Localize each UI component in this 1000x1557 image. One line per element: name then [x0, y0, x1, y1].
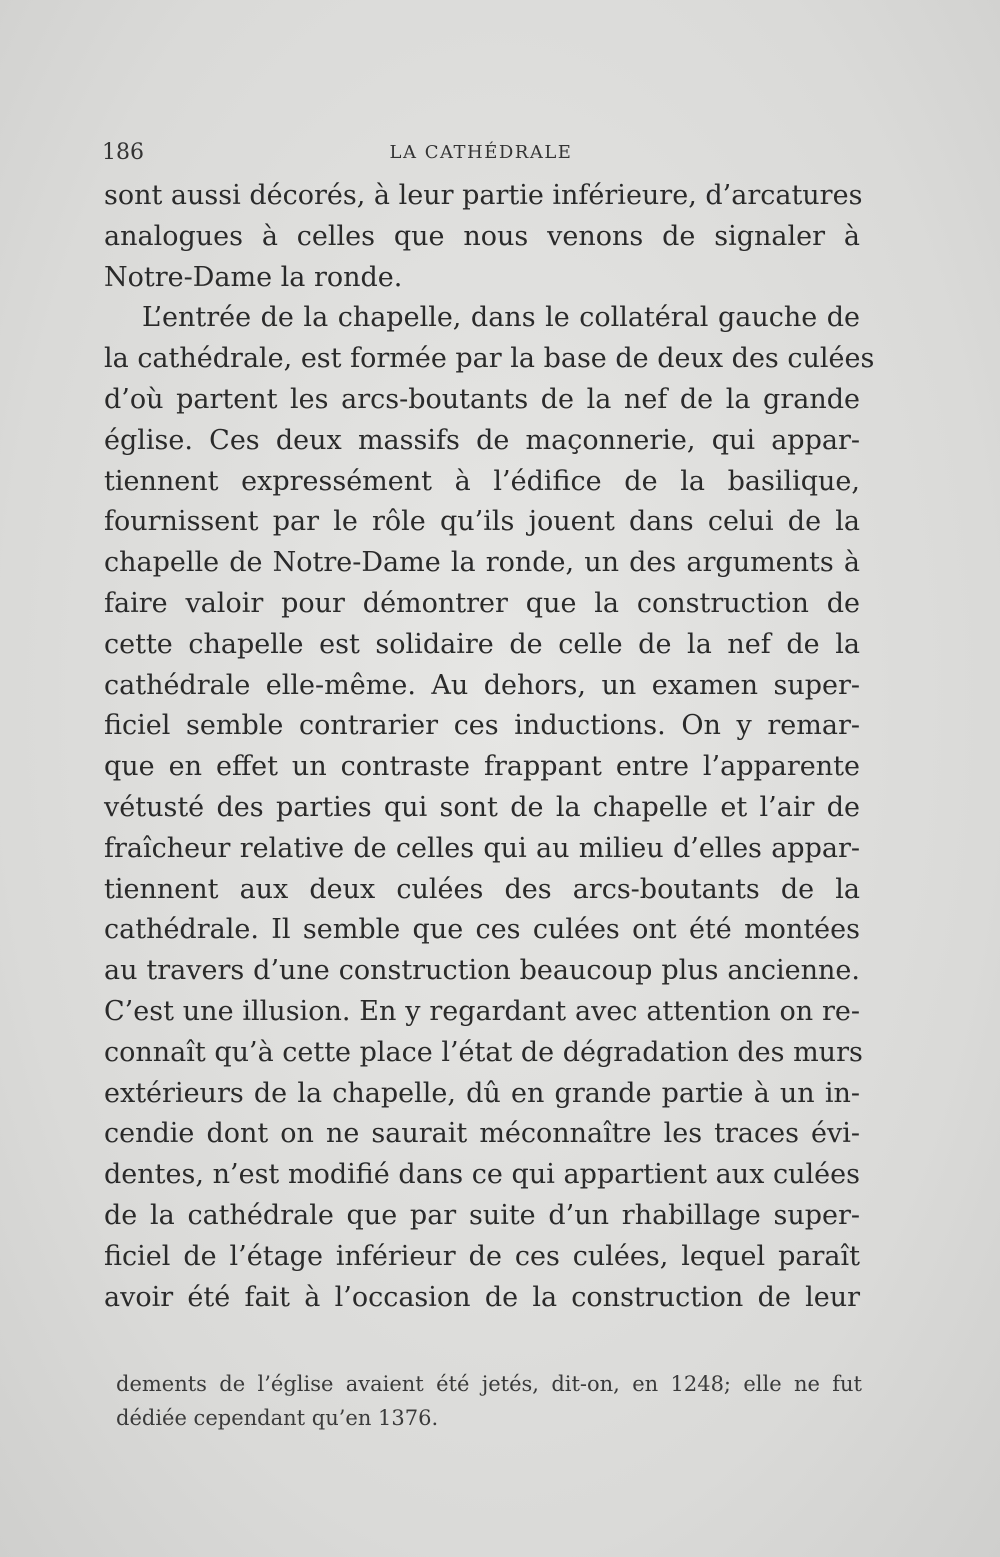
page-header	[100, 140, 862, 172]
text-line: chapelle de Notre-Dame la ronde, un des arguments à	[104, 547, 860, 579]
text-line: fraîcheur relative de celles qui au milieu d’elles appar-	[104, 832, 860, 864]
footnote-line: dédiée cependant qu’en 1376.	[116, 1406, 439, 1430]
text-line: ficiel de l’étage inférieur de ces culées, lequel paraît	[104, 1240, 860, 1272]
text-line: cathédrale elle-même. Au dehors, un examen super-	[104, 669, 860, 701]
footnote	[116, 1367, 862, 1435]
text-line: connaît qu’à cette place l’état de dégradation des murs	[104, 1036, 863, 1068]
footnote-line: dements de l’église avaient été jetés, dit-on, en 1248; elle ne fut	[116, 1372, 862, 1396]
running-title: LA CATHÉDRALE	[389, 142, 573, 163]
text-line: tiennent expressément à l’édifice de la basilique,	[104, 465, 860, 497]
text-line: C’est une illusion. En y regardant avec attention on re-	[104, 995, 860, 1027]
text-line: avoir été fait à l’occasion de la construction de leur	[104, 1281, 860, 1313]
page-number: 186	[102, 140, 144, 165]
text-line: que en effet un contraste frappant entre l’apparente	[104, 751, 860, 783]
text-line: fournissent par le rôle qu’ils jouent dans celui de la	[104, 506, 860, 538]
text-line: de la cathédrale que par suite d’un rhabillage super-	[104, 1199, 860, 1231]
text-line: la cathédrale, est formée par la base de deux des culées	[104, 343, 875, 375]
text-line: analogues à celles que nous venons de signaler à	[104, 220, 860, 252]
text-line: vétusté des parties qui sont de la chapelle et l’air de	[104, 791, 860, 823]
body-text	[104, 176, 875, 1318]
text-line: Notre-Dame la ronde.	[104, 261, 403, 293]
text-line: tiennent aux deux culées des arcs-boutants de la	[104, 873, 860, 905]
text-line: ficiel semble contrarier ces inductions. On y remar-	[104, 710, 860, 742]
text-line: au travers d’une construction beaucoup plus ancienne.	[104, 955, 860, 987]
text-line: faire valoir pour démontrer que la construction de	[104, 587, 860, 619]
text-line: extérieurs de la chapelle, dû en grande partie à un in-	[104, 1077, 860, 1109]
text-line: église. Ces deux massifs de maçonnerie, qui appar-	[104, 424, 860, 456]
text-line: cendie dont on ne saurait méconnaître les traces évi-	[104, 1118, 860, 1150]
text-line: cathédrale. Il semble que ces culées ont été montées	[104, 914, 860, 946]
text-line: dentes, n’est modifié dans ce qui appartient aux culées	[104, 1159, 860, 1191]
text-line: cette chapelle est solidaire de celle de la nef de la	[104, 628, 860, 660]
text-line: sont aussi décorés, à leur partie inférieure, d’arcatures	[104, 180, 863, 211]
text-line: L’entrée de la chapelle, dans le collatéral gauche de	[142, 302, 860, 334]
text-line: d’où partent les arcs-boutants de la nef de la grande	[104, 383, 860, 415]
